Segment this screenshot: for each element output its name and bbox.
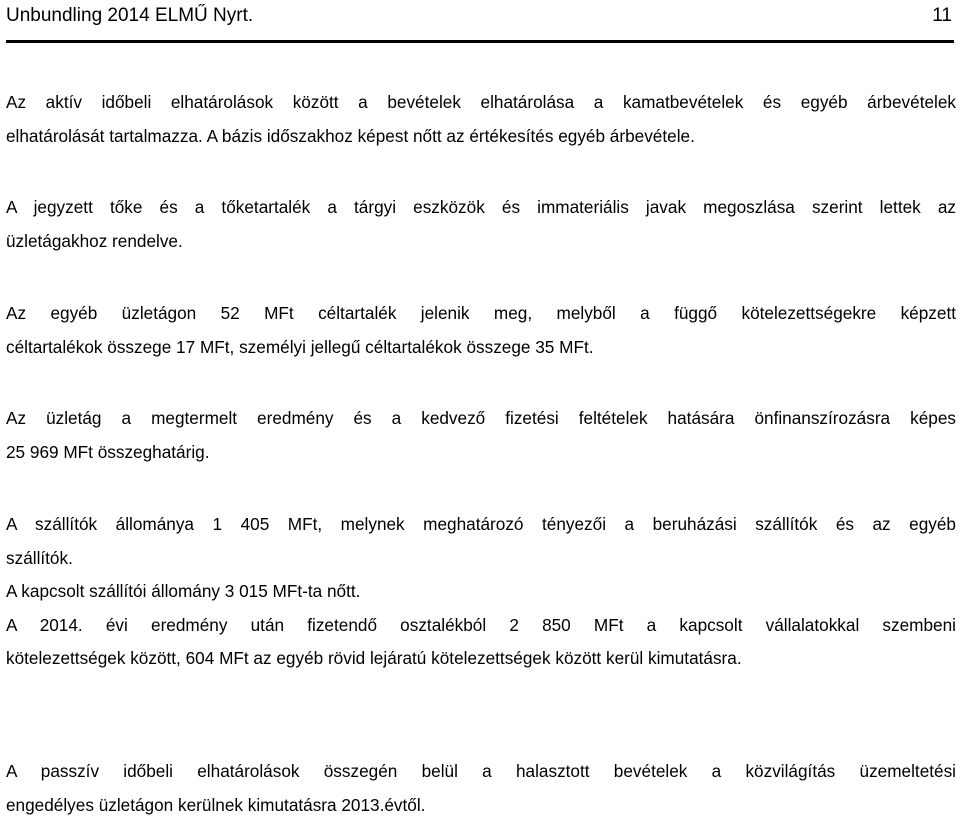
text-line: A szállítók állománya 1 405 MFt, melynek meghatározó tényezői a beruházási szállítók és az egyéb <box>6 508 956 542</box>
paragraph-self-financing <box>6 402 956 469</box>
text-line: Az aktív időbeli elhatárolások között a bevételek elhatárolása a kamatbevételek és egyéb árbevételek <box>6 86 956 120</box>
text-line: Az üzletág a megtermelt eredmény és a kedvező fizetési feltételek hatására önfinanszírozásra képes <box>6 402 956 436</box>
paragraph-accruals <box>6 86 956 153</box>
document-title: Unbundling 2014 ELMŰ Nyrt. <box>6 4 253 28</box>
text-line: céltartalékok összege 17 MFt, személyi jellegű céltartalékok összege 35 MFt. <box>6 331 956 365</box>
header-divider <box>6 40 954 43</box>
text-line: Az egyéb üzletágon 52 MFt céltartalék jelenik meg, melyből a függő kötelezettségekre képzett <box>6 297 956 331</box>
text-line: 25 969 MFt összeghatárig. <box>6 436 956 470</box>
paragraph-suppliers <box>6 508 956 676</box>
text-line: A jegyzett tőke és a tőketartalék a tárgyi eszközök és immateriális javak megoszlása szerint lettek az <box>6 191 956 225</box>
text-line: üzletágakhoz rendelve. <box>6 225 956 259</box>
text-line: A kapcsolt szállítói állomány 3 015 MFt-ta nőtt. <box>6 575 956 609</box>
paragraph-deferred-income <box>6 755 956 822</box>
text-line: engedélyes üzletágon kerülnek kimutatásra 2013.évtől. <box>6 789 956 822</box>
page-header <box>6 0 954 40</box>
paragraph-capital <box>6 191 956 258</box>
text-line: A passzív időbeli elhatárolások összegén belül a halasztott bevételek a közvilágítás üzemeltetési <box>6 755 956 789</box>
text-line: elhatárolását tartalmazza. A bázis időszakhoz képest nőtt az értékesítés egyéb árbevétele. <box>6 120 956 154</box>
paragraph-provisions <box>6 297 956 364</box>
text-line: szállítók. <box>6 542 956 576</box>
text-line: A 2014. évi eredmény után fizetendő osztalékból 2 850 MFt a kapcsolt vállalatokkal szembeni <box>6 609 956 643</box>
text-line: kötelezettségek között, 604 MFt az egyéb rövid lejáratú kötelezettségek között kerül kimutatásra. <box>6 642 956 676</box>
page-number: 11 <box>932 4 952 28</box>
